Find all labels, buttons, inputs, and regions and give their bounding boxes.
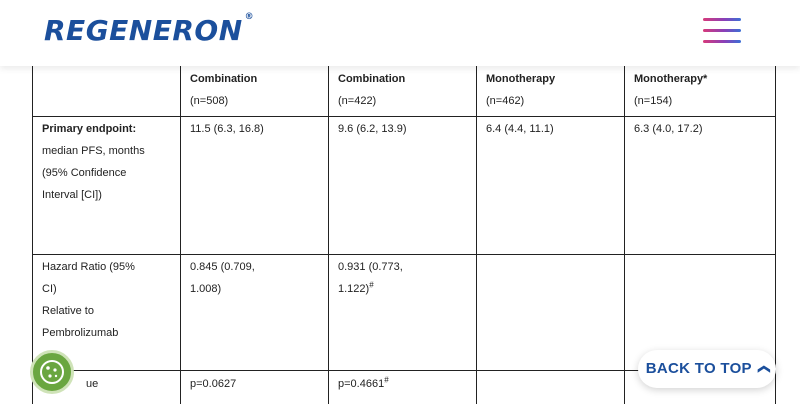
- value-cell: [181, 370, 329, 404]
- menu-line: [703, 40, 741, 43]
- value-text: 9.6 (6.2, 13.9): [338, 123, 407, 135]
- hamburger-menu-icon[interactable]: [703, 18, 743, 48]
- column-n: (n=154): [634, 95, 673, 107]
- value-cell-empty: [477, 370, 625, 404]
- row-label-line: Pembrolizumab: [42, 327, 119, 339]
- chevron-up-icon: ❯: [756, 363, 771, 375]
- value-cell: [625, 116, 775, 254]
- row-label-line: Hazard Ratio (95%: [42, 261, 135, 273]
- value-text: 0.931 (0.773,: [338, 261, 403, 273]
- value-cell: [181, 116, 329, 254]
- column-title: Monotherapy*: [634, 73, 708, 85]
- cookie-settings-button[interactable]: [30, 350, 74, 394]
- back-to-top-label: BACK TO TOP: [645, 360, 752, 377]
- footnote-mark: #: [369, 280, 374, 290]
- value-text: 6.3 (4.0, 17.2): [634, 123, 703, 135]
- row-label-line: CI): [42, 283, 57, 295]
- row-label-line: Interval [CI]): [42, 189, 102, 201]
- value-text: 1.008): [190, 283, 222, 295]
- site-header: [0, 0, 800, 66]
- registered-mark: ®: [244, 12, 255, 22]
- column-title: Monotherapy: [486, 73, 556, 85]
- column-title: Combination: [338, 73, 406, 85]
- menu-line: [703, 29, 741, 32]
- column-n: (n=422): [338, 95, 377, 107]
- value-text: p=0.0627: [190, 378, 237, 390]
- row-label-line: median PFS, months: [42, 145, 145, 157]
- value-text: 1.122): [338, 283, 370, 295]
- menu-line: [703, 18, 741, 21]
- value-cell-empty: [477, 254, 625, 370]
- value-cell: [329, 370, 477, 404]
- value-text: 0.845 (0.709,: [190, 261, 255, 273]
- row-label-cell: [33, 116, 181, 254]
- value-text-with-footnote: [338, 278, 476, 300]
- regeneron-logo[interactable]: [44, 14, 254, 47]
- value-cell: [329, 254, 477, 370]
- value-cell: [181, 254, 329, 370]
- footnote-mark: #: [384, 375, 389, 385]
- row-label-bold: Primary endpoint:: [42, 123, 137, 135]
- value-text: p=0.4661: [338, 378, 385, 390]
- value-cell: [477, 116, 625, 254]
- value-cell: [329, 116, 477, 254]
- column-n: (n=508): [190, 95, 229, 107]
- logo-text: REGENERON: [44, 14, 243, 47]
- column-title: Combination: [190, 73, 258, 85]
- back-to-top-button[interactable]: [638, 350, 776, 388]
- row-label-line: Relative to: [42, 305, 94, 317]
- cookie-icon: [33, 353, 71, 391]
- column-n: (n=462): [486, 95, 525, 107]
- value-text: 6.4 (4.4, 11.1): [486, 123, 554, 135]
- value-text-with-footnote: [338, 373, 476, 395]
- table-row: [33, 116, 775, 255]
- value-text: 11.5 (6.3, 16.8): [190, 123, 264, 135]
- row-label-partial: ue: [86, 378, 99, 390]
- row-label-line: (95% Confidence: [42, 167, 127, 179]
